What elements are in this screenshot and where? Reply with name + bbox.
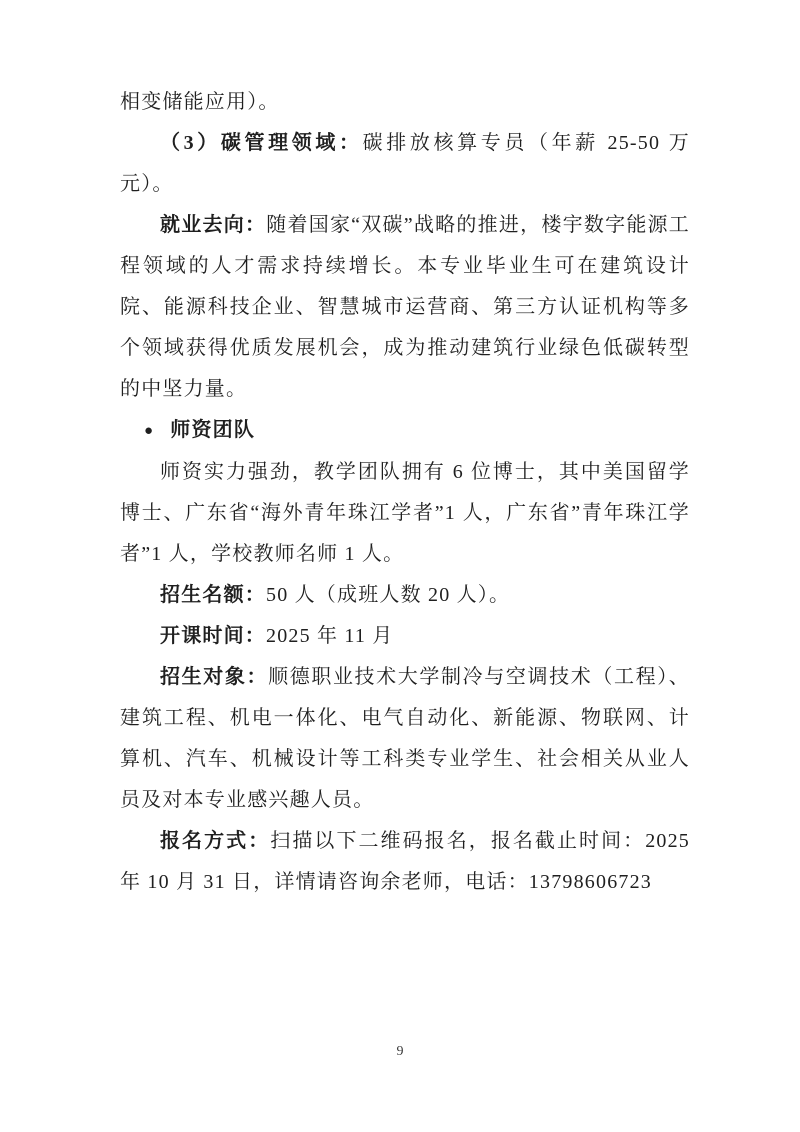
para-course-start-time [120,616,690,657]
text-run-bold: 招生对象： [160,666,269,688]
text-run-bold: 开课时间： [160,625,266,647]
para-faculty-strength [120,452,690,575]
page-footer [0,1042,800,1062]
text-run: 碳排放核算专员（年薪 25-50 万元）。 [120,132,690,195]
para-phase-change-continuation [120,82,690,123]
para-carbon-management-domain [120,123,690,205]
text-run: 师资实力强劲，教学团队拥有 6 位博士，其中美国留学博士、广东省“海外青年珠江学者”1 人，广东省”青年珠江学者”1 人，学校教师名师 1 人。 [120,461,690,565]
text-run: 相变储能应用）。 [120,91,280,113]
text-run-bold: （3）碳管理领域： [160,132,363,154]
para-registration-method [120,821,690,903]
para-enrollment-quota [120,575,690,616]
text-run: 2025 年 11 月 [266,625,394,647]
bullet-icon: ● [144,423,155,439]
text-run-bold: 报名方式： [160,830,271,852]
text-run-bold: 师资团队 [170,419,256,441]
text-run-bold: 招生名额： [160,584,266,606]
text-run: 50 人（成班人数 20 人）。 [266,584,511,606]
para-employment-direction [120,205,690,410]
page-number: 9 [396,1044,404,1059]
document-content [120,82,690,903]
heading-faculty-team [120,410,690,452]
text-run-bold: 就业去向： [160,214,267,236]
para-enrollment-target [120,657,690,821]
text-run: 顺德职业技术大学制冷与空调技术（工程）、建筑工程、机电一体化、电气自动化、新能源、物联网、计算机、汽车、机械设计等工科类专业学生、社会相关从业人员及对本专业感兴趣人员。 [120,666,691,811]
text-run: 扫描以下二维码报名，报名截止时间：2025 年 10 月 31 日，详情请咨询余老师，电话：13798606723 [120,830,691,893]
text-run: 随着国家“双碳”战略的推进，楼宇数字能源工程领域的人才需求持续增长。本专业毕业生可在建筑设计院、能源科技企业、智慧城市运营商、第三方认证机构等多个领域获得优质发展机会，成为推动建筑行业绿色低碳转型的中坚力量。 [120,214,690,400]
